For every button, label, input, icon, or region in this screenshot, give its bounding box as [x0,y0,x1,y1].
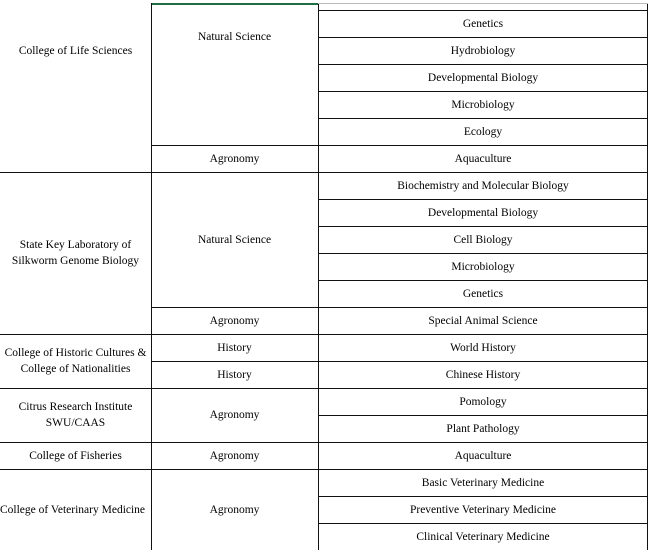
college-cell: Citrus Research Institute SWU/CAAS [18,401,133,429]
category-cell: History [217,368,252,381]
college-cell: College of Life Sciences [18,45,133,57]
discipline-cell: Genetics [462,287,504,300]
discipline-cell: Basic Veterinary Medicine [421,476,545,489]
grid-hline [318,3,648,4]
discipline-cell: Plant Pathology [446,422,520,435]
discipline-cell: Pomology [459,395,507,408]
discipline-cell: Preventive Veterinary Medicine [409,503,557,516]
college-cell: State Key Laboratory of Silkworm Genome Biology [11,239,140,267]
discipline-cell: Aquaculture [454,449,512,462]
college-cell: College of Fisheries [29,449,122,462]
discipline-cell: Special Animal Science [428,314,538,327]
category-cell: History [217,341,252,354]
college-cell: College of Veterinary Medicine [0,503,146,516]
discipline-cell: Microbiology [451,98,515,111]
category-cell: Agronomy [209,503,260,516]
discipline-cell: Ecology [463,125,503,138]
category-cell: Agronomy [209,449,260,462]
category-cell: Natural Science [197,31,272,43]
discipline-cell: Aquaculture [454,152,512,165]
discipline-cell: Hydrobiology [450,44,516,57]
category-cell: Agronomy [209,409,260,421]
category-cell: Natural Science [197,233,272,246]
discipline-cell: Cell Biology [453,233,513,246]
discipline-cell: Developmental Biology [427,206,539,219]
discipline-cell: World History [450,341,516,354]
category-cell: Agronomy [209,152,260,165]
discipline-cell: Chinese History [445,368,521,381]
college-cell: College of Historic Cultures & College of Nationalities [4,347,147,375]
discipline-cell: Microbiology [451,260,515,273]
discipline-cell: Biochemistry and Molecular Biology [397,179,569,192]
discipline-cell: Developmental Biology [427,71,539,84]
selected-cell-border [151,3,319,5]
category-cell: Agronomy [209,314,260,327]
discipline-cell: Genetics [462,17,504,30]
discipline-cell: Clinical Veterinary Medicine [416,530,550,543]
